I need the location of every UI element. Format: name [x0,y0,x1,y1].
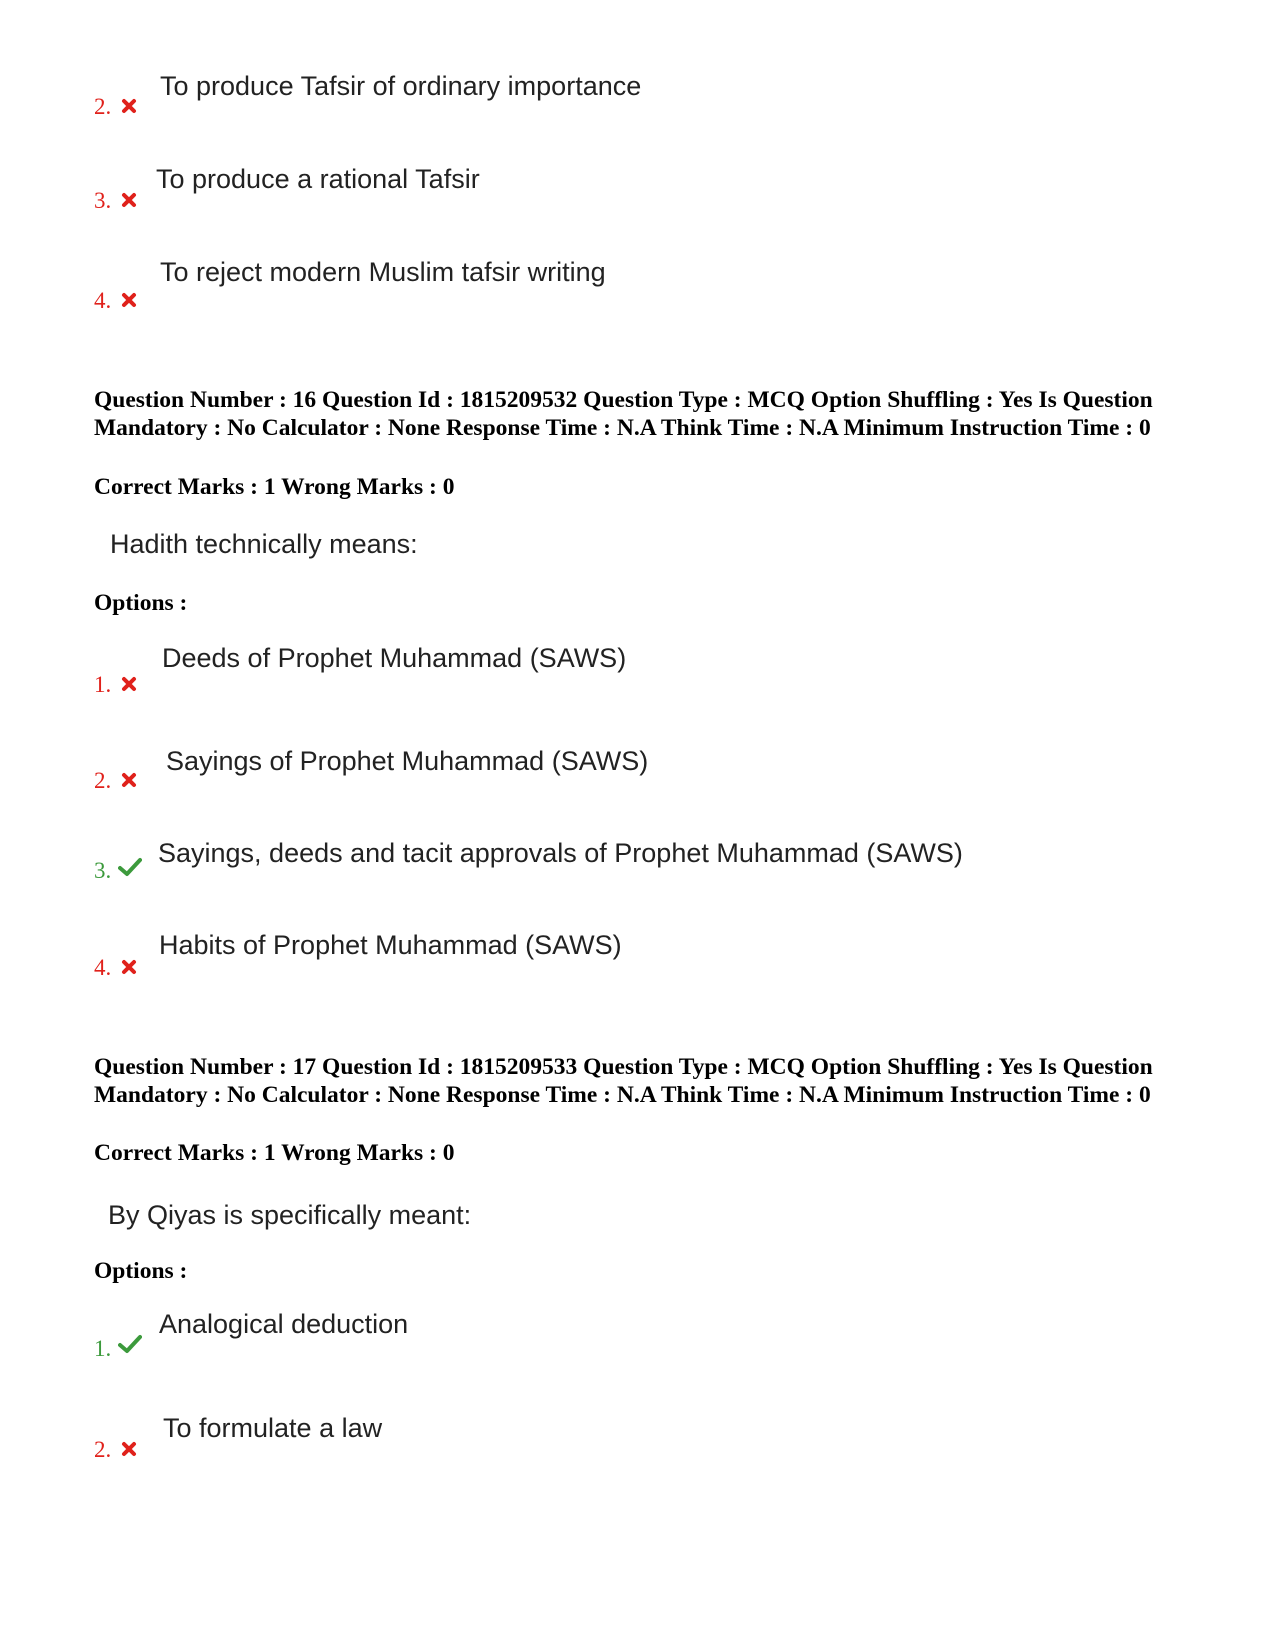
question-meta: Question Number : 16 Question Id : 1815209532 Question Type : MCQ Option Shuffling : Yes Is Question Mandatory : No Calculator : None Response Time : N.A Think Time : N.A Minimum Instruction Time : 0 [94,387,1153,441]
check-icon [118,857,142,877]
question-meta: Question Number : 17 Question Id : 1815209533 Question Type : MCQ Option Shuffling : Yes Is Question Mandatory : No Calculator : None Response Time : N.A Think Time : N.A Minimum Instruction Time : 0 [94,1054,1153,1108]
option-number: 3. [94,188,112,213]
cross-icon [121,192,137,208]
option-text: Habits of Prophet Muhammad (SAWS) [159,930,622,960]
cross-icon [121,1441,137,1457]
option-text: To formulate a law [163,1413,383,1443]
option-number: 2. [94,1437,112,1462]
question-text: Hadith technically means: [110,529,418,559]
check-icon [118,1334,142,1354]
option-text: Sayings of Prophet Muhammad (SAWS) [166,746,649,776]
cross-icon [121,959,137,975]
options-label: Options : [94,1258,188,1284]
option-text: To reject modern Muslim tafsir writing [160,257,606,287]
cross-icon [121,676,137,692]
option-number: 2. [94,94,112,119]
options-label: Options : [94,590,188,616]
question-marks: Correct Marks : 1 Wrong Marks : 0 [94,474,455,500]
option-text: Sayings, deeds and tacit approvals of Prophet Muhammad (SAWS) [158,838,963,868]
option-number: 2. [94,768,112,793]
option-number: 3. [94,858,112,883]
option-number: 1. [94,672,112,697]
option-text: Deeds of Prophet Muhammad (SAWS) [162,643,627,673]
option-text: Analogical deduction [159,1309,409,1339]
option-text: To produce Tafsir of ordinary importance [160,71,642,101]
option-number: 4. [94,288,112,313]
option-number: 1. [94,1336,112,1361]
option-number: 4. [94,955,112,980]
cross-icon [121,772,137,788]
option-text: To produce a rational Tafsir [156,164,480,194]
cross-icon [121,292,137,308]
question-text: By Qiyas is specifically meant: [108,1200,472,1230]
cross-icon [121,98,137,114]
question-marks: Correct Marks : 1 Wrong Marks : 0 [94,1140,455,1166]
